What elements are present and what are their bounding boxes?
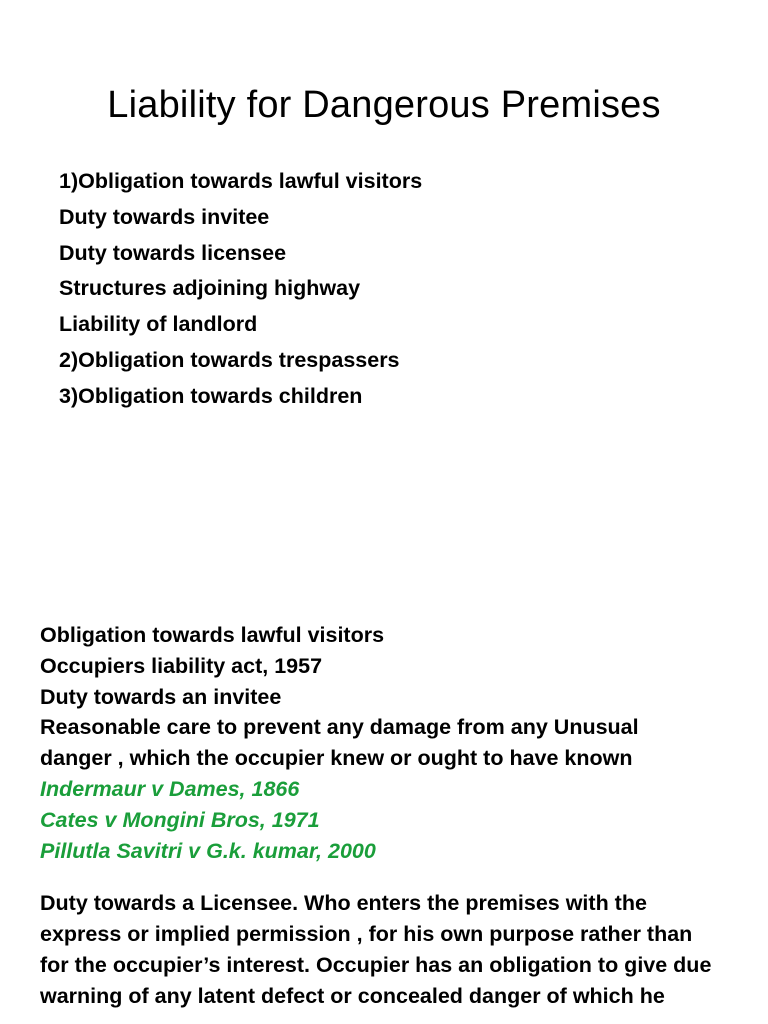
outline-item: 1)Obligation towards lawful visitors	[59, 169, 423, 193]
licensee-text-line: express or implied permission , for his own purpose rather than	[40, 922, 693, 947]
licensee-paragraph	[40, 888, 740, 1011]
section-heading: Obligation towards lawful visitors	[40, 623, 385, 647]
outline-item: Duty towards invitee	[59, 204, 270, 229]
case-citation: Pillutla Savitri v G.k. kumar, 2000	[40, 838, 376, 863]
outline-item: 2)Obligation towards trespassers	[59, 347, 400, 372]
outline-item: Liability of landlord	[59, 312, 258, 337]
invitee-text-line: danger , which the occupier knew or ought to have known	[40, 746, 633, 771]
case-citation: Indermaur v Dames, 1866	[40, 776, 300, 801]
topic-outline	[59, 164, 422, 415]
case-citation: Cates v Mongini Bros, 1971	[40, 807, 320, 832]
outline-item: Structures adjoining highway	[59, 276, 361, 301]
licensee-text-line: for the occupier’s interest. Occupier has an obligation to give due	[40, 952, 712, 977]
statute-reference: Occupiers liability act, 1957	[40, 653, 323, 678]
invitee-heading: Duty towards an invitee	[40, 684, 282, 709]
slide-title: Liability for Dangerous Premises	[107, 84, 661, 126]
lawful-visitors-section	[40, 620, 740, 1012]
licensee-text-line: warning of any latent defect or concealed danger of which he	[40, 983, 665, 1008]
invitee-text-line: Reasonable care to prevent any damage from any Unusual	[40, 715, 639, 740]
outline-item: 3)Obligation towards children	[59, 383, 363, 408]
outline-item: Duty towards licensee	[59, 240, 287, 265]
licensee-text-line: Duty towards a Licensee. Who enters the premises with the	[40, 891, 647, 916]
